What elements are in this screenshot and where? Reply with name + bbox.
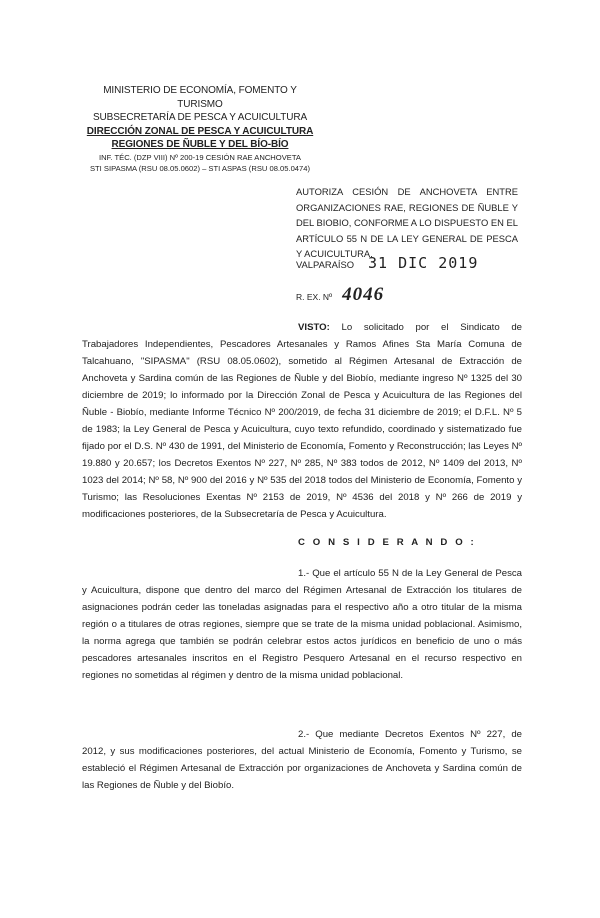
considerando-heading: C O N S I D E R A N D O : bbox=[298, 537, 477, 548]
technical-report-reference: INF. TÉC. (DZP VIII) Nº 200-19 CESIÓN RAE ANCHOVETA bbox=[99, 152, 301, 162]
resolution-label: R. EX. Nº bbox=[296, 292, 333, 302]
regions-name: REGIONES DE ÑUBLE Y DEL BÍO-BÍO bbox=[111, 139, 289, 150]
request-reference: STI SIPASMA (RSU 08.05.0602) – STI ASPAS (RSU 08.05.0474) bbox=[89, 163, 311, 173]
considerando-item-2: 2.- Que mediante Decretos Exentos Nº 227, de 2012, y sus modificaciones posteriores, del actual Ministerio de Economía, Fomento y Turismo, se estableció el Régimen Artesanal de Extracción por organizaciones de Anchoveta y Sardina común de las Regiones de Ñuble y del Biobío. bbox=[82, 729, 522, 791]
undersecretariat-name: SUBSECRETARÍA DE PESCA Y ACUICULTURA bbox=[92, 112, 308, 123]
ministry-name: MINISTERIO DE ECONOMÍA, FOMENTO Y TURISMO bbox=[103, 85, 297, 110]
zonal-direction-name: DIRECCIÓN ZONAL DE PESCA Y ACUICULTURA bbox=[86, 125, 314, 137]
city: VALPARAÍSO bbox=[296, 259, 355, 270]
considerando-item-1: 1.- Que el artículo 55 N de la Ley General de Pesca y Acuicultura, dispone que dentro del marco del Régimen Artesanal de Extracción los titulares de asignaciones podrán ceder las toneladas asignadas para el respectivo año a otro titular de la misma región o a titulares de otras regiones, siempre que se trate de la misma unidad poblacional. Asimismo, la norma agrega que también se podrán celebrar estos actos jurídicos en beneficio de uno o más pescadores artesanales inscritos en el Registro Pesquero Artesanal en el recurso respectivo en regiones no sometidas al régimen y dentro de la misma unidad poblacional. bbox=[82, 568, 522, 681]
date-stamp: 31 DIC 2019 bbox=[368, 254, 479, 272]
resolution-number-value: 4046 bbox=[342, 284, 385, 305]
letterhead bbox=[80, 84, 320, 174]
resolution-subject: AUTORIZA CESIÓN DE ANCHOVETA ENTRE ORGANIZACIONES RAE, REGIONES DE ÑUBLE Y DEL BIOBIO, CONFORME A LO DISPUESTO EN EL ARTÍCULO 55 N DE LA LEY GENERAL DE PESCA Y ACUICULTURA. bbox=[296, 186, 518, 259]
visto-paragraph bbox=[82, 319, 522, 523]
visto-text: Lo solicitado por el Sindicato de Trabajadores Independientes, Pescadores Artesanales y Ramos Afines Sta María Comuna de Talcahuano, "SIPASMA" (RSU 08.05.0602), sometido al Régimen Artesanal de Extracción de Anchoveta y Sardina común de las Regiones de Ñuble y del Biobío, mediante ingreso Nº 1325 del 30 diciembre de 2019; lo informado por la Dirección Zonal de Pesca y Acuicultura de las Regiones del Ñuble - Biobío, mediante Informe Técnico Nº 200/2019, de fecha 31 diciembre de 2019; el D.F.L. Nº 5 de 1983; la Ley General de Pesca y Acuicultura, cuyo texto refundido, coordinado y sistematizado fue fijado por el D.S. Nº 430 de 1991, del Ministerio de Economía, Fomento y Reconstrucción; las Leyes Nº 19.880 y 20.657; los Decretos Exentos Nº 227, Nº 285, Nº 383 todos de 2012, Nº 1409 del 2013, Nº 1023 del 2014; Nº 58, Nº 900 del 2016 y Nº 535 del 2018 todos del Ministerio de Economía, Fomento y Turismo; las Resoluciones Exentas Nº 2153 de 2019, Nº 4536 del 2018 y Nº 266 de 2019 y modificaciones posteriores, de la Subsecretaría de Pesca y Acuicultura. bbox=[82, 322, 523, 520]
resolution-number bbox=[296, 284, 516, 306]
visto-label: VISTO: bbox=[298, 322, 330, 333]
place-date bbox=[296, 254, 516, 272]
